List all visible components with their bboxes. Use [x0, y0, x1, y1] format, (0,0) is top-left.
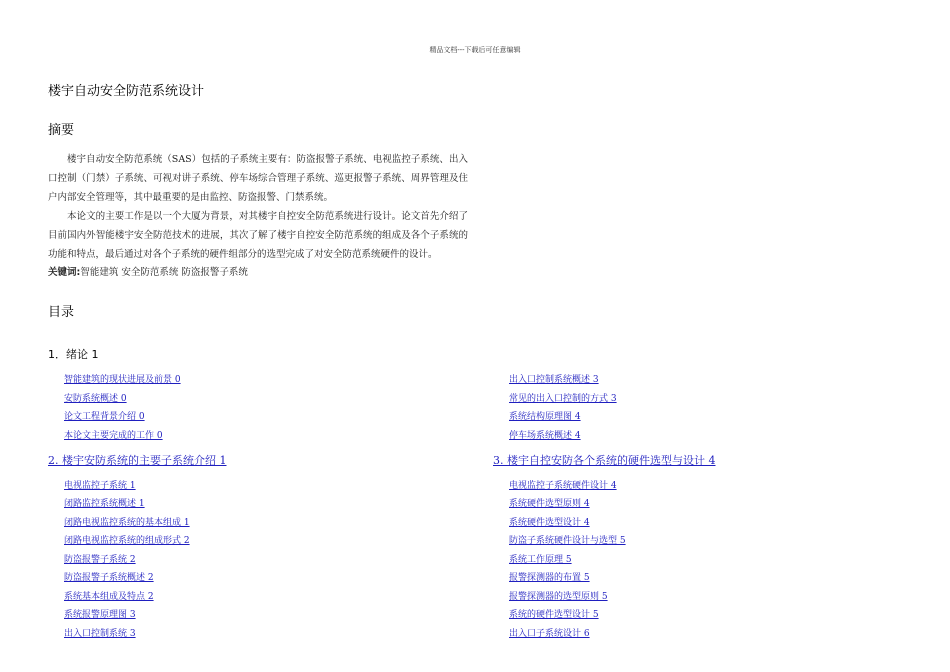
toc-chapter-3[interactable]: 3. 楼宇自控安防各个系统的硬件选型与设计 4: [493, 454, 716, 467]
toc-chapter-1: 1．绪论 1: [48, 348, 99, 361]
keywords-label: 关键词: [48, 267, 77, 278]
keywords-separator: :: [76, 267, 81, 278]
toc-link[interactable]: 闭路监控系统概述 1: [64, 499, 145, 509]
toc-link[interactable]: 闭路电视监控系统的组成形式 2: [64, 536, 190, 546]
toc-link[interactable]: 报警探测器的选型原则 5: [509, 592, 608, 602]
toc-link[interactable]: 出入口子系统设计 6: [509, 629, 590, 639]
toc-link[interactable]: 系统工作原理 5: [509, 555, 572, 565]
toc-link[interactable]: 系统基本组成及特点 2: [64, 592, 154, 602]
keywords-value: 智能建筑 安全防范系统 防盗报警子系统: [80, 267, 248, 278]
toc-link[interactable]: 防盗子系统硬件设计与选型 5: [509, 536, 626, 546]
toc-link[interactable]: 电视监控子系统硬件设计 4: [509, 481, 617, 491]
toc-link[interactable]: 闭路电视监控系统的基本组成 1: [64, 518, 190, 528]
toc-link[interactable]: 论文工程背景介绍 0: [64, 412, 145, 422]
abstract-paragraph: 楼宇自动安全防范系统（SAS）包括的子系统主要有：防盗报警子系统、电视监控子系统、出入口控制（门禁）子系统、可视对讲子系统、停车场综合管理子系统、巡更报警子系统、周界管理及住户内部安全管理等，其中最重要的是由监控、防盗报警、门禁系统。: [48, 154, 468, 203]
toc-link[interactable]: 报警探测器的布置 5: [509, 573, 590, 583]
toc-link[interactable]: 系统的硬件选型设计 5: [509, 610, 599, 620]
abstract-body: [48, 150, 468, 264]
toc-link[interactable]: 防盗报警子系统 2: [64, 555, 136, 565]
toc-heading: 目录: [48, 305, 75, 320]
toc-link[interactable]: 出入口控制系统 3: [64, 629, 136, 639]
toc-link[interactable]: 智能建筑的现状进展及前景 0: [64, 375, 181, 385]
toc-link[interactable]: 本论文主要完成的工作 0: [64, 431, 163, 441]
toc-link[interactable]: 出入口控制系统概述 3: [509, 375, 599, 385]
abstract-heading: 摘要: [48, 123, 75, 138]
page-header-note: 精品文档---下载后可任意编辑: [429, 46, 521, 54]
toc-link[interactable]: 系统报警原理图 3: [64, 610, 136, 620]
document-title: 楼宇自动安全防范系统设计: [48, 84, 205, 99]
toc-link[interactable]: 防盗报警子系统概述 2: [64, 573, 154, 583]
toc-chapter-2[interactable]: 2. 楼宇安防系统的主要子系统介绍 1: [48, 454, 227, 467]
toc-link[interactable]: 停车场系统概述 4: [509, 431, 581, 441]
toc-link[interactable]: 系统硬件选型原则 4: [509, 499, 590, 509]
toc-link[interactable]: 系统结构原理图 4: [509, 412, 581, 422]
abstract-paragraph: 本论文的主要工作是以一个大厦为背景，对其楼宇自控安全防范系统进行设计。论文首先介绍了目前国内外智能楼宇安全防范技术的进展，其次了解了楼宇自控安全防范系统的组成及各个子系统的功能和特点，最后通过对各个子系统的硬件组部分的选型完成了对安全防范系统硬件的设计。: [48, 211, 468, 260]
keywords-line: [48, 264, 248, 278]
toc-link[interactable]: 电视监控子系统 1: [64, 481, 136, 491]
toc-link[interactable]: 系统硬件选型设计 4: [509, 518, 590, 528]
toc-link[interactable]: 安防系统概述 0: [64, 394, 127, 404]
toc-link[interactable]: 常见的出入口控制的方式 3: [509, 394, 617, 404]
